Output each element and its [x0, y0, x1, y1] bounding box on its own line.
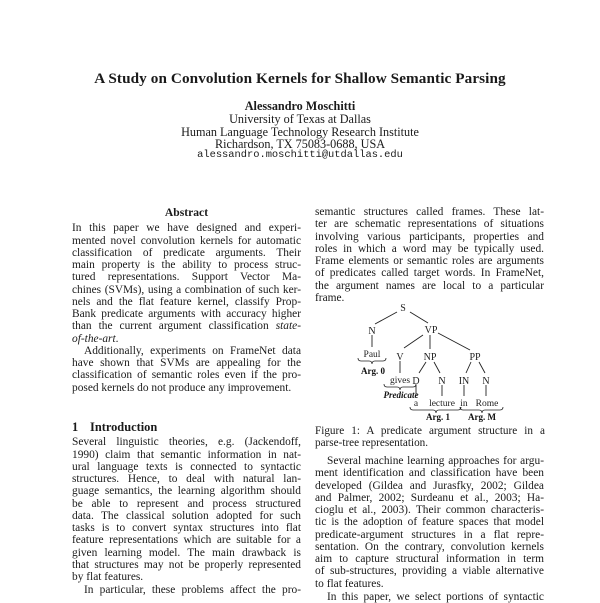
label-arg1: Arg. 1	[426, 412, 450, 422]
leaf-lecture: lecture	[429, 399, 455, 409]
text-line: and Palmer, 2002; Surdeanu et al., 2003; Ha-	[315, 491, 544, 504]
text-line: predicate-argument structures in a flat repre-	[315, 528, 544, 541]
text-line: cioglu et al., 2003). Their common characteris-	[315, 504, 544, 516]
leaf-a: a	[413, 399, 419, 409]
argument-labels	[361, 366, 496, 422]
text-line: the argument names are local to a particular	[315, 279, 544, 292]
text-span: than the current argument classification	[72, 320, 276, 333]
text-line: mented novel convolution kernels for automatic	[72, 234, 301, 247]
parse-tree-diagram	[330, 295, 530, 425]
leaf-in: in	[460, 399, 468, 409]
text-line: classification of predicate arguments. Their	[72, 246, 301, 259]
text-line: chines (SVMs), using a combination of such ker-	[72, 283, 301, 296]
label-arg0: Arg. 0	[361, 366, 385, 376]
text-line: roles in which a word may be typically used.	[315, 242, 544, 255]
right-column-top-paragraph	[315, 206, 544, 304]
text-line: Several linguistic theories, e.g. (Jackendoff,	[72, 436, 301, 449]
leaf-rome: Rome	[475, 399, 499, 409]
intro-paragraph-1	[72, 436, 301, 583]
node-NP: NP	[423, 352, 437, 363]
section-number: 1	[72, 420, 79, 434]
text-line: sentation. On the contrary, convolution kernels	[315, 540, 544, 553]
text-span: .	[115, 332, 119, 345]
text-line: ment identification and classification have been	[315, 467, 544, 480]
abstract-paragraph-2	[72, 345, 301, 394]
text-line: Figure 1: A predicate argument structure in a	[315, 425, 545, 437]
node-VP: VP	[424, 325, 438, 336]
text-line: data. The classical solution adopted for such	[72, 509, 301, 522]
node-S: S	[400, 303, 406, 314]
node-N: N	[368, 326, 376, 337]
left-column	[72, 207, 301, 394]
text-line: posed kernels do not produce any improvement.	[72, 381, 292, 394]
text-line: of predicates called target words. In FrameNet,	[315, 267, 544, 280]
text-line: by flat features.	[72, 571, 144, 583]
text-line: parse-tree representation.	[315, 437, 429, 450]
text-line: Additionally, experiments on FrameNet data	[84, 344, 301, 357]
text-line: nels and the flat feature kernel, classify Prop-	[72, 295, 301, 308]
author-email: alessandro.moschitti@utdallas.edu	[197, 149, 403, 161]
figure-parse-tree	[330, 295, 530, 425]
text-line: involving various participants, properties and	[315, 230, 544, 243]
node-N: N	[482, 376, 490, 387]
text-line: frame.	[315, 291, 345, 304]
text-line: Bank predicate arguments with accuracy higher	[72, 308, 301, 320]
text-line: Frame elements or semantic roles are arguments	[315, 255, 544, 267]
intro-paragraph-2	[72, 584, 301, 596]
text-line	[72, 320, 301, 332]
paper-title: A Study on Convolution Kernels for Shallow Semantic Parsing	[94, 70, 506, 87]
abstract-heading: Abstract	[164, 206, 209, 219]
text-line: classification of semantic roles even if the pro-	[72, 369, 301, 382]
text-line: be able to represent and process structured	[72, 497, 301, 510]
text-line	[72, 333, 301, 345]
right-column-paragraph-2	[315, 455, 544, 603]
text-line: aim to capture structural information in term	[315, 553, 544, 565]
section-heading-introduction	[72, 421, 301, 433]
text-line: semantic structures called frames. These lat-	[315, 206, 544, 218]
text-line: ural language texts is connected to syntactic	[72, 460, 301, 473]
node-V: V	[396, 352, 404, 363]
affiliation-address: Richardson, TX 75083-0688, USA	[214, 137, 386, 151]
node-PP: PP	[469, 352, 481, 363]
affiliation-university: University of Texas at Dallas	[229, 112, 371, 126]
leaf-paul: Paul	[363, 350, 381, 360]
figure-caption	[315, 425, 545, 450]
label-predicate: Predicate	[383, 390, 419, 400]
section-title: Introduction	[90, 420, 158, 434]
text-line: structures. Hence, to deal with natural lan-	[72, 473, 301, 485]
text-line: have shown that SVMs are appealing for the	[72, 357, 301, 369]
affiliation-institute: Human Language Technology Research Institute	[181, 124, 419, 139]
text-line: that structures may not be properly represented	[72, 558, 301, 571]
italic-text: state-	[275, 320, 301, 333]
text-line: In this paper we have designed and experi-	[72, 222, 301, 235]
abstract-paragraph-1	[72, 222, 301, 345]
text-line: In particular, these problems affect the pro-	[84, 584, 301, 597]
node-IN: IN	[458, 376, 470, 387]
node-D: D	[412, 376, 420, 387]
text-line: to flat features.	[315, 577, 384, 590]
text-line: ter are schematic representations of situations	[315, 218, 544, 231]
text-line: 1990) claim that semantic information in nat-	[72, 448, 301, 461]
introduction-section	[72, 421, 301, 597]
text-line: feature representations which are suitable for a	[72, 534, 301, 547]
text-line: tured representations. Support Vector Ma-	[72, 271, 301, 284]
node-N: N	[438, 376, 446, 387]
leaf-gives: gives	[389, 376, 411, 386]
text-line: tasks is to convert syntax structures into flat	[72, 522, 301, 534]
label-argm: Arg. M	[468, 412, 496, 422]
text-line: main property is the ability to process struc-	[72, 259, 301, 271]
tree-nodes	[368, 303, 489, 387]
text-line: Several machine learning approaches for argu-	[327, 455, 544, 467]
text-line: tic is the adoption of feature spaces that model	[315, 516, 544, 529]
text-line: developed (Gildea and Jurasfky, 2002; Gildea	[315, 479, 544, 492]
text-line: of sub-structures, providing a viable alternative	[315, 565, 544, 578]
italic-text: of-the-art	[72, 332, 116, 345]
text-line: guage semantics, the learning algorithm should	[72, 485, 301, 498]
text-line: In this paper, we select portions of syntactic	[327, 590, 544, 603]
text-line: given learning model. The main drawback is	[72, 546, 301, 559]
author-name: Alessandro Moschitti	[244, 99, 356, 113]
